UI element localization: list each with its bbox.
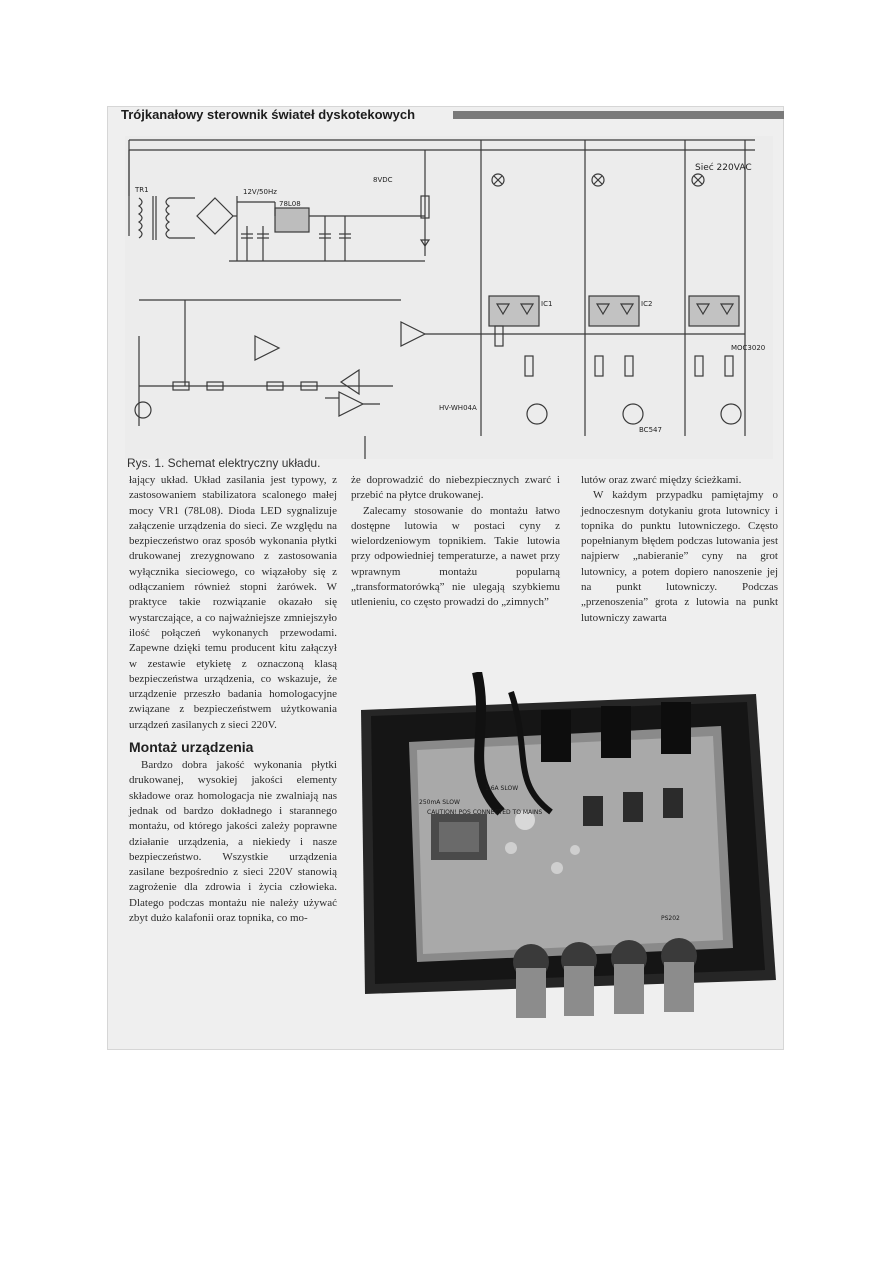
pcb-caution-label: CAUTION! POS CONNECTED TO MAINS [427, 809, 543, 816]
paragraph: Bardzo dobra jakość wykonania płytki drukowanej, wysokiej jakości elementy składowe oraz homologacja nie zwalniają nas jednak od bardzo dokładnego i starannego montażu, od którego jakości zależy poprawne działanie urządzenia, a niekiedy i nasze bezpieczeństwo. Wszystkie urządzenia zasilane bezpośrednio z sieci 220V stanowią zagrożenie dla zdrowia i życia człowieka. Dlatego podczas montażu nie należy używać zbyt dużo kalafonii oraz topnika, co mo- [129, 759, 337, 925]
ic2-label: IC2 [641, 300, 653, 308]
paragraph: Zalecamy stosowanie do montażu łatwo dostępne lutowia w postaci cyny z wielordzeniowym topnikiem. Takie lutowia przy odpowiedniej temperaturze, a nawet przy wprawnym montażu popularną „transformatorówką” nie ulegają szybkiemu utlenieniu, co często prowadzi do „zimnych” [351, 504, 560, 609]
supply-label: 12V/50Hz [243, 188, 277, 196]
transformer-label: TR1 [135, 186, 149, 194]
page-header [107, 106, 784, 126]
moc-label: MOC3020 [731, 344, 766, 352]
page-title: Trójkanałowy sterownik świateł dyskotekowych [121, 107, 416, 122]
mains-label: Sieć 220VAC [695, 163, 752, 173]
text-column-2 [351, 473, 560, 611]
dc-label: 8VDC [373, 176, 393, 184]
circuit-schematic [125, 136, 773, 459]
paragraph: że doprowadzić do niebezpiecznych zwarć i przebić na płytce drukowanej. [351, 474, 560, 502]
section-heading: Montaż urządzenia [129, 739, 254, 756]
header-rule [453, 111, 784, 119]
scanned-page [107, 106, 784, 1050]
pcb-fuse2-label: 250mA SLOW [419, 799, 460, 806]
paragraph: lutów oraz zwarć między ścieżkami. [581, 474, 742, 486]
transistor-label: BC547 [639, 426, 662, 434]
paragraph: W każdym przypadku pamiętajmy o jednoczesnym dotykaniu grota lutownicy i topnika do punktu lutowniczego. Często popełnianym błędem podczas lutowania jest najpierw „nabieranie” cyny na grot lutownicy, a potem dopiero nanoszenie jej na punkt lutowniczy. Podczas „przenoszenia” grota z lutowia na punkt lutowniczy zawarta [581, 489, 778, 624]
text-column-1 [129, 473, 337, 926]
hv-label: HV-WH04A [439, 404, 477, 412]
device-photo [361, 672, 778, 1032]
pcb-fuse-label: 1,6A SLOW [485, 785, 519, 792]
text-column-3 [581, 473, 778, 626]
paragraph: łający układ. Układ zasilania jest typowy, z zastosowaniem stabilizatora scalonego małej mocy VR1 (78L08). Dioda LED sygnalizuje załączenie urządzenia do sieci. Ze względu na bezpieczeństwo oraz sposób wykonania płytki drukowanej zrezygnowano z zastosowania wyłącznika sieciowego, co wiązałoby się z odłączaniem również stopni żarówek. W praktyce takie rozwiązanie okazało się wystarczające, a co najważniejsze zmniejszyło ilość połączeń wykonanych przewodami. Zapewne dzięki temu producent kitu załączył w zestawie etykietę z oznaczoną klasą bezpieczeństwa urządzenia, co wskazuje, że urządzenie przeszło badania homologacyjne związane z bezpieczeństwem użytkowania urządzeń zasilanych z sieci 220V. [129, 474, 337, 731]
pcb-code-label: PS202 [661, 915, 680, 922]
ic1-label: IC1 [541, 300, 553, 308]
figure-caption: Rys. 1. Schemat elektryczny układu. [127, 456, 321, 470]
regulator-label: 78L08 [279, 200, 301, 208]
